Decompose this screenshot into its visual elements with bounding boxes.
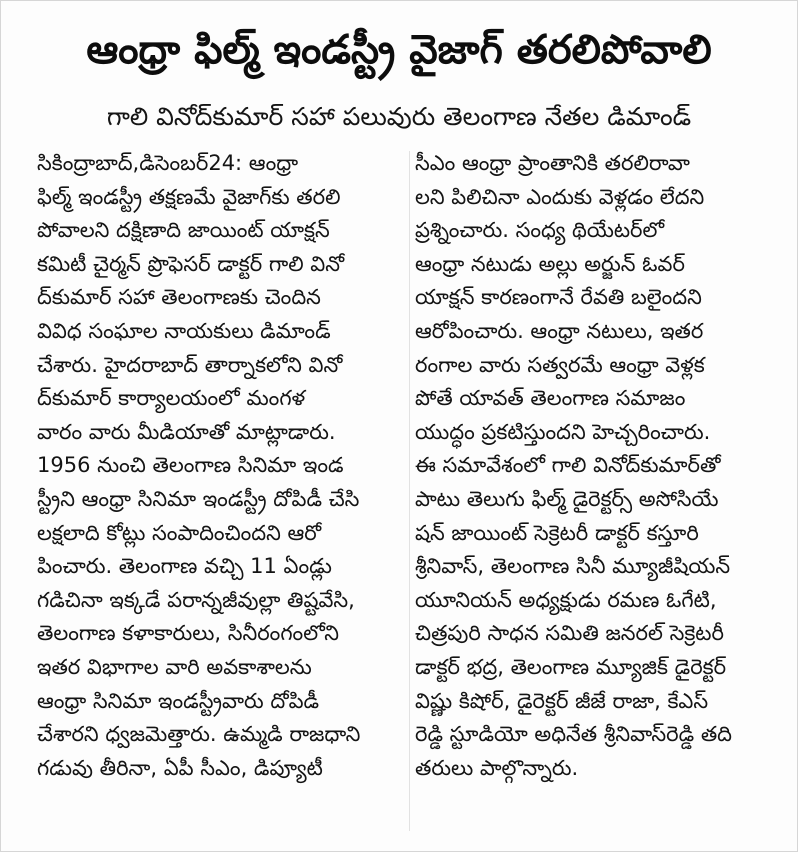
article-text-line: చిత్రపురి సాధన సమితి జనరల్ సెక్రెటరీ bbox=[415, 621, 724, 646]
article-text-line: శ్రీనివాస్, తెలంగాణ సినీ మ్యూజీషియన్ bbox=[415, 554, 731, 579]
article-column-right bbox=[415, 147, 777, 847]
article-text-line: యూనియన్ అధ్యక్షుడు రమణ ఓగేటి, bbox=[415, 587, 717, 612]
article-text-line: యుద్ధం ప్రకటిస్తుందని హెచ్చరించారు. bbox=[415, 419, 711, 444]
subheadline: గాలి వినోద్‌కుమార్ సహా పలువురు తెలంగాణ నేతల డిమాండ్ bbox=[106, 102, 692, 131]
article-text-line: గడిచినా ఇక్కడే పరాన్నజీవుల్లా తిష్టవేసి, bbox=[37, 587, 355, 612]
article-text-line: సికింద్రాబాద్,డిసెంబర్24: ఆంధ్రా bbox=[37, 151, 299, 175]
article-text-line: తరులు పాల్గొన్నారు. bbox=[415, 755, 579, 780]
article-text-line: రెడ్డి స్టూడియో అధినేత శ్రీనివాస్‌రెడ్డి తది bbox=[415, 722, 733, 747]
article-body bbox=[37, 147, 777, 847]
article-text-line: విష్ణు కిషోర్, డైరెక్టర్ జీజే రాజా, కేఎస్ bbox=[415, 688, 709, 713]
article-text-line: ఆరోపించారు. ఆంధ్రా నటులు, ఇతర bbox=[415, 318, 704, 343]
article-text-line: తెలంగాణ కళాకారులు, సినీరంగంలోని bbox=[37, 621, 340, 646]
article-text-line: ఇతర విభాగాల వారి అవకాశాలను bbox=[37, 654, 312, 679]
article-text-line: యాక్షన్ కారణంగానే రేవతి బలైందని bbox=[415, 285, 702, 310]
article-text-line: పించారు. తెలంగాణ వచ్చి 11 ఏండ్లు bbox=[37, 554, 332, 579]
article-text-line: పోతే యావత్ తెలంగాణ సమాజం bbox=[415, 386, 686, 411]
article-text-line: పోవాలని దక్షిణాది జాయింట్ యాక్షన్ bbox=[37, 218, 330, 243]
article-text-line: లక్షలాది కోట్లు సంపాదించిందని ఆరో bbox=[37, 520, 322, 545]
article-text-line: చేశారు. హైదరాబాద్ తార్నాకలోని వినో bbox=[37, 352, 343, 377]
article-text-line: ఫిల్మ్ ఇండస్ట్రీ తక్షణమే వైజాగ్‌కు తరలి bbox=[37, 184, 341, 209]
article-text-line: కమిటీ చైర్మన్ ప్రొఫెసర్ డాక్టర్ గాలి వినో bbox=[37, 251, 345, 276]
article-text-line: చేశారని ధ్వజమెత్తారు. ఉమ్మడి రాజధాని bbox=[37, 722, 361, 747]
article-text-line: ఆంధ్రా సినిమా ఇండస్ట్రీవారు దోపిడీ bbox=[37, 688, 320, 713]
article-text-line: వివిధ సంఘాల నాయకులు డిమాండ్ bbox=[37, 318, 331, 343]
article-text-line: వారం వారు మీడియాతో మాట్లాడారు. bbox=[37, 419, 336, 444]
article-text-line: షన్ జాయింట్ సెక్రెటరీ డాక్టర్ కస్తూరి bbox=[415, 520, 699, 545]
article-text-line: ప్రశ్నించారు. సంధ్య థియేటర్‌లో bbox=[415, 218, 665, 243]
article-text-line: ద్‌కుమార్ సహా తెలంగాణకు చెందిన bbox=[37, 285, 321, 310]
article-text-line: గడువు తీరినా, ఏపీ సీఎం, డిప్యూటీ bbox=[37, 755, 323, 780]
article-column-left bbox=[37, 147, 399, 847]
article-text-line: ఆంధ్రా నటుడు అల్లు అర్జున్ ఓవర్ bbox=[415, 251, 685, 276]
article-text-line: ద్‌కుమార్ కార్యాలయంలో మంగళ bbox=[37, 386, 306, 411]
article-text-line: డాక్టర్ భద్ర, తెలంగాణ మ్యూజిక్ డైరెక్టర్ bbox=[415, 654, 727, 679]
article-text-line: స్ట్రీని ఆంధ్రా సినిమా ఇండస్ట్రీ దోపిడీ చేసి bbox=[37, 486, 360, 511]
article-text-line: పాటు తెలుగు ఫిల్మ్ డైరెక్టర్స్ అసోసియే bbox=[415, 486, 719, 511]
headline: ఆంధ్రా ఫిల్మ్ ఇండస్ట్రీ వైజాగ్ తరలిపోవాలి bbox=[86, 27, 712, 73]
article-text-line: సీఎం ఆంధ్రా ప్రాంతానికి తరలిరావా bbox=[415, 151, 690, 175]
article-text-line: 1956 నుంచి తెలంగాణ సినిమా ఇండ bbox=[37, 453, 344, 478]
article-text-line: రంగాల వారు సత్వరమే ఆంధ్రా వెళ్లక bbox=[415, 352, 705, 377]
article-text-line: ఈ సమావేశంలో గాలి వినోద్‌కుమార్‌తో bbox=[415, 453, 721, 478]
article-text-line: లని పిలిచినా ఎందుకు వెళ్లడం లేదని bbox=[415, 184, 705, 209]
